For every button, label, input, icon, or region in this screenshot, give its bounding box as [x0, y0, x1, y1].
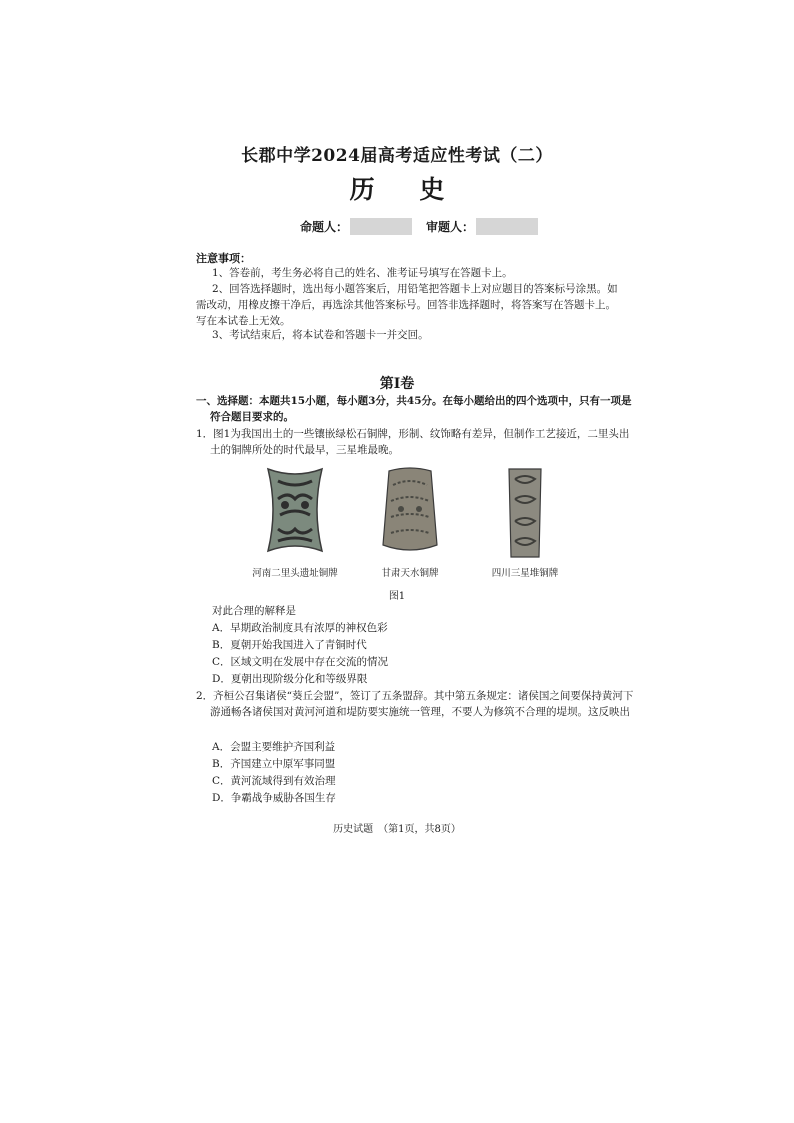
question-1-prompt: 对此合理的解释是 — [212, 605, 296, 617]
question-2-option-a[interactable]: A．会盟主要维护齐国利益 — [212, 741, 336, 753]
tianshui-plaque-image — [379, 465, 441, 555]
figure-caption: 甘肃天水铜牌 — [381, 568, 439, 579]
setter-label: 命题人： — [300, 220, 349, 234]
tianshui-plaque — [345, 465, 475, 579]
subject-title: 历 史 — [349, 175, 463, 204]
question-1-option-d[interactable]: D．夏朝出现阶级分化和等级界限 — [212, 673, 368, 685]
question-2-stem: 2．齐桓公召集诸侯“葵丘会盟”，签订了五条盟辞。其中第五条规定：诸侯国之间要保持黄河下游通畅各诸侯国对黄河河道和堤防要实施统一管理，不要人为修筑不合理的堤坝。这反映出 — [196, 690, 634, 718]
question-1-option-b[interactable]: B．夏朝开始我国进入了青铜时代 — [212, 639, 367, 651]
figure-label: 图1 — [388, 591, 406, 602]
question-1-stem: 1．图1为我国出土的一些镶嵌绿松石铜牌，形制、纹饰略有差异，但制作工艺接近，二里头出土的铜牌所处的时代最早，三星堆最晚。 — [196, 428, 630, 456]
setter-name-redacted — [350, 218, 412, 235]
erlitou-plaque — [230, 465, 360, 579]
note-item: 3、考试结束后，将本试卷和答题卡一并交回。 — [212, 329, 429, 341]
note-item: 2、回答选择题时，选出每小题答案后，用铅笔把答题卡上对应题目的答案标号涂黑。如需改动，用橡皮擦干净后，再选涂其他答案标号。回答非选择题时，将答案写在答题卡上。写在本试卷上无效。 — [196, 283, 618, 327]
section-heading: 一、选择题：本题共15小题，每小题3分，共45分。在每小题给出的四个选项中，只有一项是符合题目要求的。 — [196, 395, 632, 423]
authors-line — [300, 218, 552, 235]
note-item: 1、答卷前，考生务必将自己的姓名、准考证号填写在答题卡上。 — [212, 267, 513, 279]
question-2-option-b[interactable]: B．齐国建立中原军事同盟 — [212, 758, 336, 770]
sanxingdui-plaque — [460, 465, 590, 579]
figure-1 — [230, 465, 590, 585]
figure-caption: 四川三星堆铜牌 — [491, 568, 559, 579]
exam-title: 长郡中学2024届高考适应性考试（二） — [241, 146, 553, 166]
question-1-option-a[interactable]: A．早期政治制度具有浓厚的神权色彩 — [212, 622, 388, 634]
question-2-option-d[interactable]: D．争霸战争威胁各国生存 — [212, 792, 336, 804]
reviewer-label: 审题人： — [426, 220, 475, 234]
figure-caption: 河南二里头遗址铜牌 — [252, 568, 338, 579]
part-title: 第Ⅰ卷 — [379, 376, 415, 392]
erlitou-plaque-image — [260, 465, 330, 555]
sanxingdui-plaque-image — [503, 465, 547, 561]
question-2-option-c[interactable]: C．黄河流域得到有效治理 — [212, 775, 336, 787]
page-footer: 历史试题 （第1页，共8页） — [333, 824, 461, 835]
notes-heading: 注意事项： — [196, 252, 251, 265]
question-1-option-c[interactable]: C．区域文明在发展中存在交流的情况 — [212, 656, 389, 668]
reviewer-name-redacted — [476, 218, 538, 235]
